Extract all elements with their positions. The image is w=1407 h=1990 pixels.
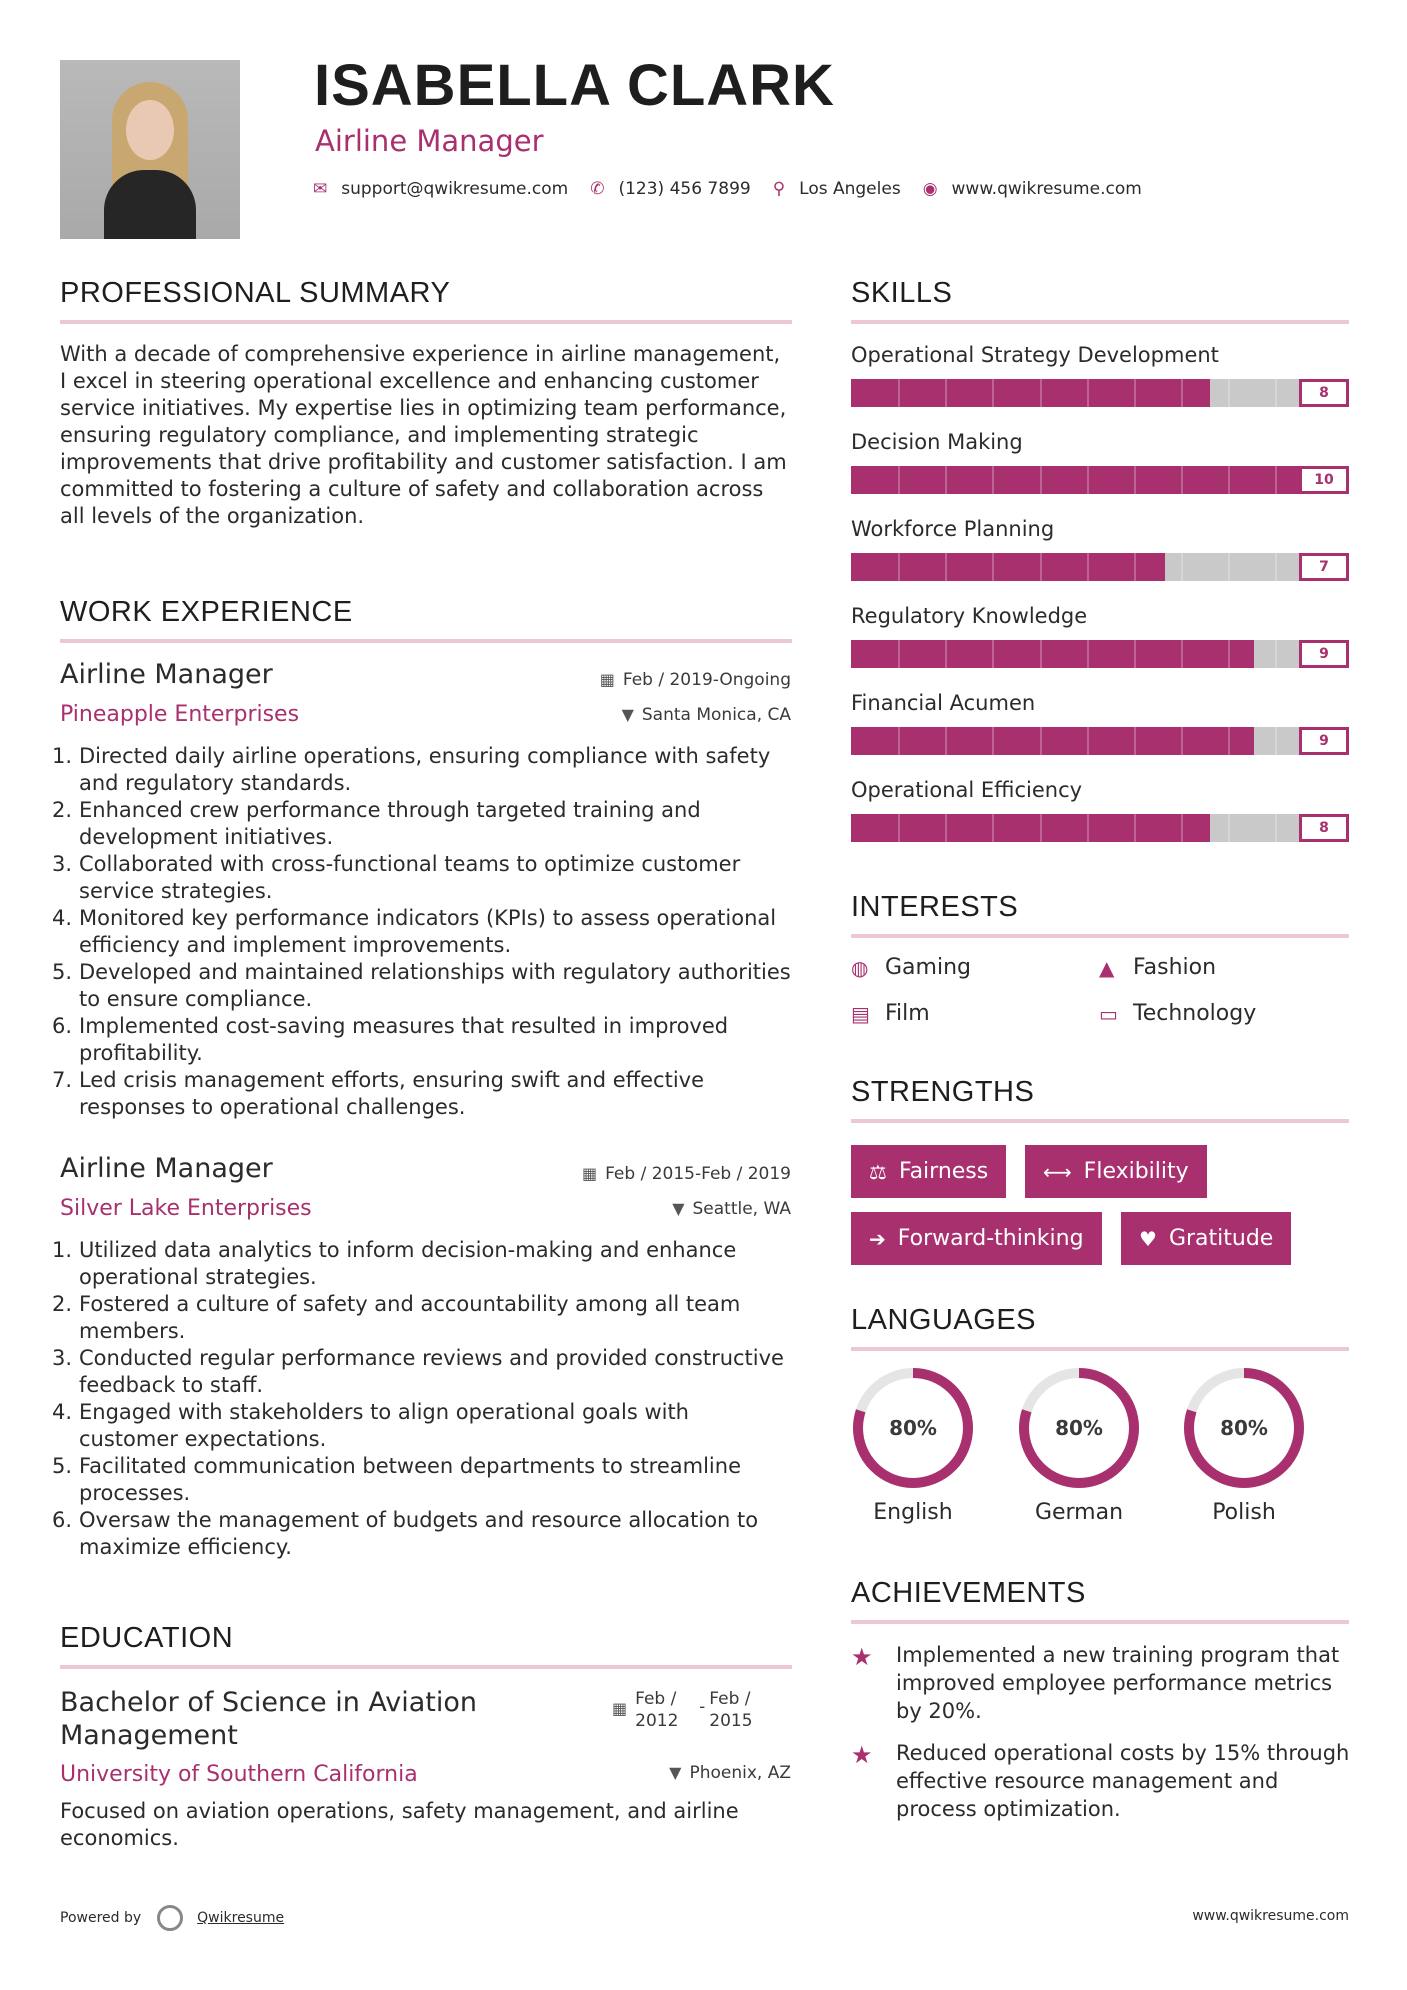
job-location	[672, 1199, 791, 1219]
job-location-text: Seattle, WA	[692, 1199, 791, 1219]
skill-bar-fill	[851, 640, 1254, 668]
list-item: 5. Developed and maintained relationships with regulatory authorities to ensure compliance.	[52, 960, 791, 1011]
phone-icon: ✆	[590, 179, 605, 199]
globe-icon: ◉	[922, 179, 938, 199]
job-duties-list	[52, 1237, 792, 1561]
achievement-item: ★ Reduced operational costs by 15% through effective resource management and process optimization.	[851, 1741, 1350, 1821]
skill-score: 8	[1299, 814, 1349, 842]
contact-bar	[313, 179, 1164, 199]
list-item: 3. Conducted regular performance reviews and provided constructive feedback to staff.	[52, 1346, 784, 1397]
skill-item	[851, 778, 1349, 836]
skill-score: 8	[1299, 379, 1349, 407]
skill-bar	[851, 640, 1349, 668]
skill-bar-fill	[851, 814, 1210, 842]
film-icon: ▤	[851, 1001, 870, 1026]
interest-film: ▤ Film	[851, 1001, 930, 1026]
skill-score: 10	[1299, 466, 1349, 494]
gamepad-icon: ◍	[851, 955, 869, 980]
arrows-icon: ⟷	[1043, 1159, 1072, 1184]
pin-icon: ▼	[621, 705, 634, 724]
footer-url[interactable]: www.qwikresume.com	[1192, 1908, 1349, 1924]
interest-technology: ▭ Technology	[1099, 1001, 1257, 1026]
pin-icon: ▼	[669, 1763, 682, 1782]
skill-label: Operational Strategy Development	[851, 343, 1219, 367]
arrow-right-icon: ➔	[869, 1226, 886, 1251]
list-item: 1. Utilized data analytics to inform decision-making and enhance operational strategies.	[52, 1238, 737, 1289]
list-item: 4. Monitored key performance indicators (KPIs) to assess operational efficiency and implement improvements.	[52, 906, 777, 957]
job-date	[600, 670, 791, 690]
list-item: 5. Facilitated communication between departments to streamline processes.	[52, 1454, 741, 1505]
strengths-heading: STRENGTHS	[851, 1076, 1035, 1108]
interest-gaming: ◍ Gaming	[851, 955, 971, 980]
education-date-separator: -	[699, 1697, 706, 1717]
candidate-role: Airline Manager	[315, 124, 544, 158]
education-divider	[60, 1665, 792, 1669]
powered-by-label: Powered by	[60, 1910, 142, 1926]
contact-email[interactable]: support@qwikresume.com	[341, 179, 569, 199]
language-name: German	[1034, 1500, 1124, 1525]
summary-text: With a decade of comprehensive experience in airline management, I excel in steering operational excellence and enhancing customer service initiatives. My expertise lies in optimizing team performance, ensuring regulatory compliance, and implementing strategic improvements that drive profitability and customer satisfaction. I am committed to fostering a culture of safety and collaboration across all levels of the organization.	[60, 342, 787, 528]
language-item	[851, 1366, 975, 1525]
languages-divider	[851, 1347, 1349, 1351]
strength-tag: ⟷ Flexibility	[1025, 1145, 1207, 1198]
list-item: 2. Fostered a culture of safety and accountability among all team members.	[52, 1292, 741, 1343]
achievements-heading: ACHIEVEMENTS	[851, 1577, 1086, 1609]
list-item: 6. Implemented cost-saving measures that resulted in improved profitability.	[52, 1014, 729, 1065]
strength-tag: ⚖ Fairness	[851, 1145, 1006, 1198]
contact-website[interactable]: www.qwikresume.com	[951, 179, 1142, 199]
skill-bar	[851, 814, 1349, 842]
laptop-icon: ▭	[1099, 1001, 1118, 1026]
contact-phone[interactable]: (123) 456 7899	[618, 179, 751, 199]
job-date	[582, 1164, 791, 1184]
skill-item	[851, 343, 1349, 401]
strength-tag: ♥ Gratitude	[1121, 1212, 1291, 1265]
profile-photo	[60, 60, 240, 239]
skill-label: Financial Acumen	[851, 691, 1036, 715]
education-heading: EDUCATION	[60, 1622, 234, 1654]
job-company: Silver Lake Enterprises	[60, 1196, 312, 1221]
summary-divider	[60, 320, 792, 324]
skill-bar	[851, 727, 1349, 755]
skill-bar	[851, 379, 1349, 407]
skill-bar-fill	[851, 727, 1254, 755]
skill-bar	[851, 466, 1349, 494]
education-description: Focused on aviation operations, safety management, and airline economics.	[60, 1799, 739, 1850]
calendar-icon: ▦	[612, 1699, 628, 1718]
interest-fashion: ▲ Fashion	[1099, 955, 1217, 980]
skill-bar-fill	[851, 379, 1210, 407]
achievement-item: ★ Implemented a new training program that improved employee performance metrics by 20%.	[851, 1643, 1340, 1723]
skill-bar-fill	[851, 466, 1299, 494]
experience-heading: WORK EXPERIENCE	[60, 596, 353, 628]
education-date	[612, 1688, 765, 1732]
education-date-start: Feb / 2012	[635, 1689, 679, 1731]
language-name: English	[873, 1500, 953, 1525]
job-duties-list	[52, 743, 792, 1121]
bag-icon: ▲	[1099, 955, 1115, 980]
qwikresume-logo-icon	[157, 1905, 183, 1931]
list-item: 3. Collaborated with cross-functional teams to optimize customer service strategies.	[52, 852, 741, 903]
language-percent: 80%	[1220, 1416, 1268, 1440]
language-percent: 80%	[889, 1416, 937, 1440]
job-title: Airline Manager	[60, 659, 273, 690]
calendar-icon: ▦	[581, 1164, 598, 1183]
interests-divider	[851, 934, 1349, 938]
location-pin-icon: ⚲	[772, 179, 786, 199]
skill-item	[851, 691, 1349, 749]
skills-divider	[851, 320, 1349, 324]
skill-label: Workforce Planning	[851, 517, 1055, 541]
language-name: Polish	[1212, 1500, 1276, 1525]
list-item: 7. Led crisis management efforts, ensuring swift and effective responses to operational challenges.	[52, 1068, 705, 1119]
candidate-name: ISABELLA CLARK	[314, 53, 835, 118]
skills-heading: SKILLS	[851, 277, 953, 309]
skill-label: Operational Efficiency	[851, 778, 1083, 802]
job-date-text: Feb / 2019-Ongoing	[622, 670, 791, 690]
list-item: 2. Enhanced crew performance through targeted training and development initiatives.	[52, 798, 701, 849]
experience-divider	[60, 639, 792, 643]
interests-heading: INTERESTS	[851, 891, 1019, 923]
list-item: 4. Engaged with stakeholders to align operational goals with customer expectations.	[52, 1400, 689, 1451]
education-date-end: Feb / 2015	[709, 1689, 753, 1731]
skill-item	[851, 517, 1349, 575]
skill-score: 7	[1299, 553, 1349, 581]
job-date-text: Feb / 2015-Feb / 2019	[605, 1164, 791, 1184]
languages-heading: LANGUAGES	[851, 1304, 1036, 1336]
list-item: 1. Directed daily airline operations, ensuring compliance with safety and regulatory standards.	[52, 744, 771, 795]
job-location-text: Santa Monica, CA	[641, 705, 791, 725]
skill-score: 9	[1299, 640, 1349, 668]
skill-item	[851, 430, 1349, 488]
job-company: Pineapple Enterprises	[60, 702, 300, 727]
skill-bar	[851, 553, 1349, 581]
skill-score: 9	[1299, 727, 1349, 755]
summary-heading: PROFESSIONAL SUMMARY	[60, 277, 451, 309]
language-item	[1017, 1366, 1141, 1525]
pin-icon: ▼	[672, 1199, 685, 1218]
brand-link[interactable]: Qwikresume	[197, 1910, 285, 1926]
list-item: 6. Oversaw the management of budgets and resource allocation to maximize efficiency.	[52, 1508, 759, 1559]
strengths-divider	[851, 1119, 1349, 1123]
education-location	[669, 1763, 791, 1783]
star-icon: ★	[851, 1643, 873, 1671]
job-title: Airline Manager	[60, 1153, 273, 1184]
powered-by	[60, 1905, 284, 1931]
email-icon: ✉	[313, 179, 328, 199]
skill-label: Regulatory Knowledge	[851, 604, 1088, 628]
school-name: University of Southern California	[60, 1762, 418, 1787]
skill-item	[851, 604, 1349, 662]
skill-label: Decision Making	[851, 430, 1023, 454]
job-location	[622, 705, 791, 725]
strength-tag: ➔ Forward-thinking	[851, 1212, 1102, 1265]
heart-icon: ♥	[1139, 1226, 1157, 1251]
language-percent: 80%	[1055, 1416, 1103, 1440]
scale-icon: ⚖	[869, 1159, 887, 1184]
contact-location: Los Angeles	[799, 179, 901, 199]
calendar-icon: ▦	[599, 670, 615, 689]
degree-title: Bachelor of Science in Aviation Management	[60, 1687, 478, 1751]
education-location-text: Phoenix, AZ	[689, 1763, 791, 1783]
language-item	[1182, 1366, 1306, 1525]
star-icon: ★	[851, 1741, 873, 1769]
achievements-divider	[851, 1620, 1349, 1624]
